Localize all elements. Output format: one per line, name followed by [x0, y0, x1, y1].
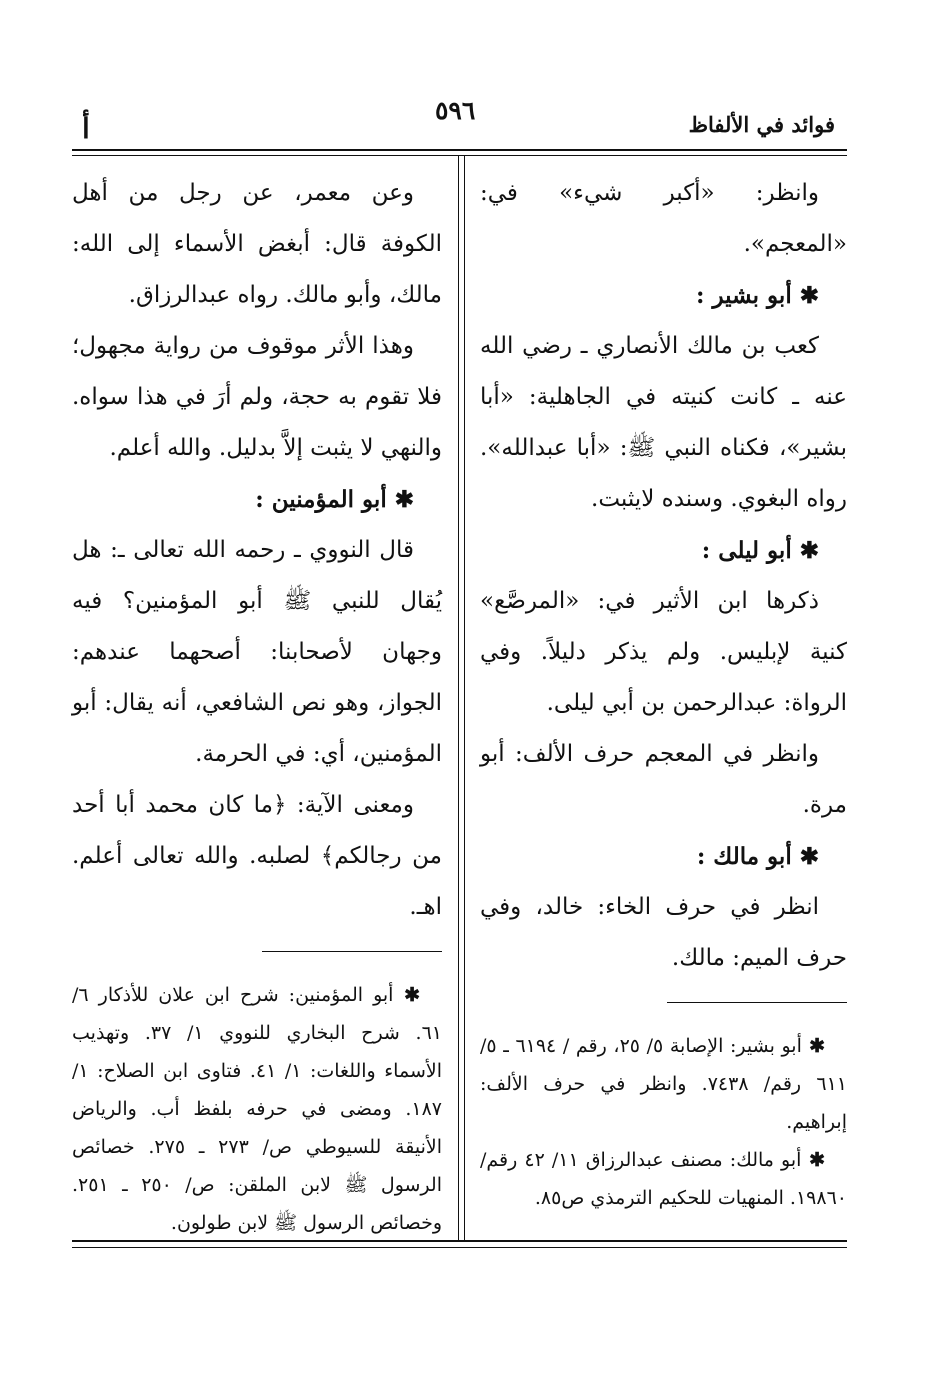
signature-mark: أ	[82, 112, 90, 145]
paragraph: وعن معمر، عن رجل من أهل الكوفة قال: أبغض الأسماء إلى الله: مالك، وأبو مالك. رواه عبدالرزاق.	[72, 180, 442, 308]
paragraph: كعب بن مالك الأنصاري ـ رضي الله عنه ـ كانت كنيته في الجاهلية: «أبا بشير»، فكناه النبي ﷺ: «أبا عبدالله». رواه البغوي. وسنده لايثبت.	[480, 333, 847, 512]
running-header-title: فوائد في الألفاظ	[688, 112, 835, 137]
footnote-text: أبو مالك: مصنف عبدالرزاق ١١/ ٤٢ رقم/ ١٩٨٦٠. المنهيات للحكيم الترمذي ص٨٥.	[480, 1149, 847, 1209]
header-rule-thin	[72, 155, 847, 156]
paragraph: ومعنى الآية: ﴿ما كان محمد أبا أحد من رجالكم﴾ لصلبه. والله تعالى أعلم. اهـ.	[72, 792, 442, 920]
page-number: ٥٩٦	[435, 96, 476, 125]
footnote	[72, 976, 442, 1242]
entry-heading	[480, 831, 847, 882]
paragraph: وانظر في المعجم حرف الألف: أبو مرة.	[480, 741, 847, 818]
paragraph: وانظر: «أكبر شيء» في: «المعجم».	[480, 180, 847, 257]
footnote-text: أبو بشير: الإصابة ٥/ ٢٥، رقم / ٦١٩٤ ـ ٥/ ٦١١ رقم/ ٧٤٣٨. وانظر في حرف الألف: إبراهيم.	[480, 1035, 847, 1133]
footer-rule-thin	[72, 1247, 847, 1248]
paragraph: قال النووي ـ رحمه الله تعالى ـ: هل يُقال للنبي ﷺ أبو المؤمنين؟ فيه وجهان لأصحابنا: أصحهما عندهم: الجواز، وهو نص الشافعي، أنه يقال: أبو المؤمنين، أي: في الحرمة.	[72, 537, 442, 767]
star-icon: ✱	[393, 984, 420, 1006]
left-column	[72, 168, 442, 1242]
footnote	[480, 1141, 847, 1217]
entry-heading-text: أبو ليلى :	[701, 537, 792, 564]
footnote-rule	[667, 1002, 847, 1003]
column-divider-left	[464, 155, 465, 1240]
header-rule	[72, 149, 847, 151]
star-icon: ✱	[386, 486, 414, 513]
entry-heading-text: أبو مالك :	[696, 843, 792, 870]
star-icon: ✱	[801, 1035, 825, 1057]
footnote-rule	[262, 951, 442, 952]
entry-heading-text: أبو المؤمنين :	[255, 486, 387, 513]
entry-heading	[480, 525, 847, 576]
star-icon: ✱	[801, 1149, 825, 1171]
column-divider-right	[458, 155, 459, 1240]
right-column	[480, 168, 847, 1217]
entry-heading-text: أبو بشير :	[695, 282, 792, 309]
footer-rule	[72, 1240, 847, 1242]
entry-heading	[480, 270, 847, 321]
paragraph: انظر في حرف الخاء: خالد، وفي حرف الميم: مالك.	[480, 894, 847, 971]
star-icon: ✱	[791, 843, 819, 870]
entry-heading	[72, 474, 442, 525]
paragraph: ذكرها ابن الأثير في: «المرصَّع» كنية لإبليس. ولم يذكر دليلاً. وفي الرواة: عبدالرحمن بن أبي ليلى.	[480, 588, 847, 716]
footnote	[480, 1027, 847, 1141]
star-icon: ✱	[791, 537, 819, 564]
footnote-text: أبو المؤمنين: شرح ابن علان للأذكار ٦/ ٦١. شرح البخاري للنووي ١/ ٣٧. وتهذيب الأسماء واللغات: ١/ ٤١. فتاوى ابن الصلاح: ١/ ١٨٧. ومضى في حرفه بلفظ أب. والرياض الأنيقة للسيوطي ص/ ٢٧٣ ـ ٢٧٥. خصائص الرسول ﷺ لابن الملقن: ص/ ٢٥٠ ـ ٢٥١. وخصائص الرسول ﷺ لابن طولون.	[72, 984, 442, 1234]
paragraph: وهذا الأثر موقوف من رواية مجهول؛ فلا تقوم به حجة، ولم أرَ في هذا سواه. والنهي لا يثبت إلاَّ بدليل. والله أعلم.	[72, 333, 442, 461]
star-icon: ✱	[791, 282, 819, 309]
